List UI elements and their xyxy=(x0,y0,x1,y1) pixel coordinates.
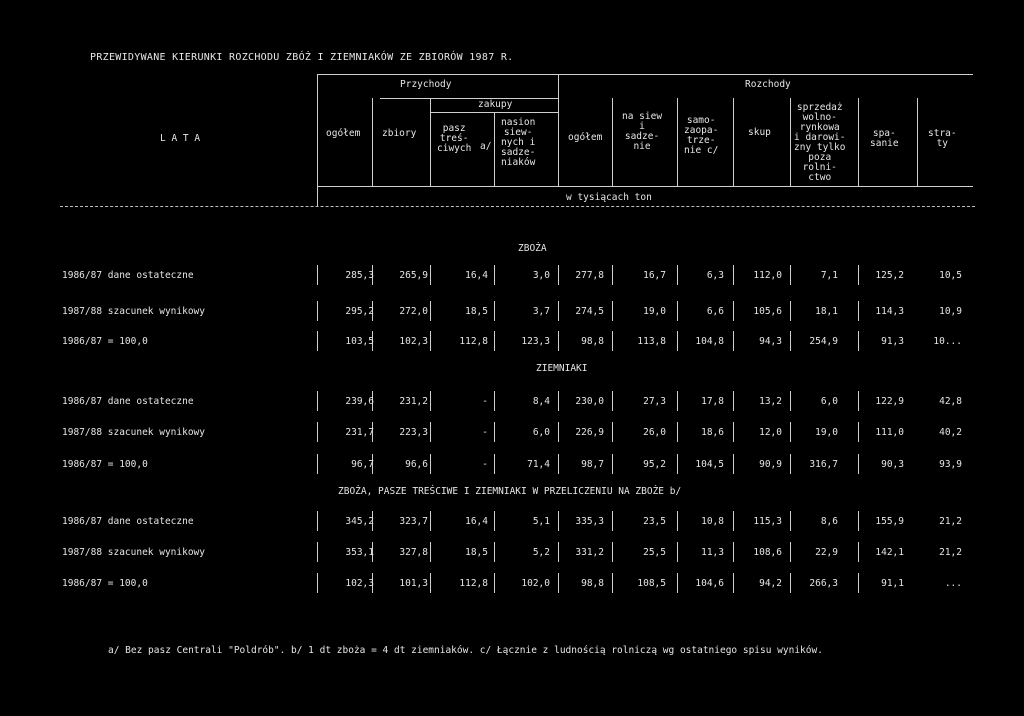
table-cell: 274,5 xyxy=(575,306,604,317)
cell-divider xyxy=(494,454,495,474)
table-cell: 6,0 xyxy=(532,427,550,438)
table-cell: 123,3 xyxy=(521,336,550,347)
cell-divider xyxy=(858,511,859,531)
table-cell: 93,9 xyxy=(939,459,962,470)
cell-divider xyxy=(558,511,559,531)
table-cell: 96,6 xyxy=(405,459,428,470)
cell-divider xyxy=(558,454,559,474)
cell-divider xyxy=(733,511,734,531)
footnote: a/ Bez pasz Centrali "Poldrób". b/ 1 dt zboża = 4 dt ziemniaków. c/ Łącznie z ludnością rolniczą wg ostatniego spisu wyników. xyxy=(108,645,823,656)
row-label: 1986/87 = 100,0 xyxy=(62,578,148,589)
table-cell: 254,9 xyxy=(809,336,838,347)
pasz-footnote-mark: a/ xyxy=(480,141,492,152)
table-cell: 6,3 xyxy=(706,270,724,281)
cell-divider xyxy=(677,391,678,411)
table-cell: 22,9 xyxy=(815,547,838,558)
samozaopatrzenie-header: samo- zaopa- trze- nie c/ xyxy=(684,115,719,156)
table-cell: 96,7 xyxy=(351,459,374,470)
lata-header: L A T A xyxy=(160,133,201,144)
row-label: 1986/87 = 100,0 xyxy=(62,336,148,347)
table-cell: 231,2 xyxy=(399,396,428,407)
cell-divider xyxy=(558,422,559,442)
table-cell: 25,5 xyxy=(643,547,666,558)
table-cell: 223,3 xyxy=(399,427,428,438)
cell-divider xyxy=(317,265,318,285)
spasanie-header: spa- sanie xyxy=(870,128,899,149)
cell-divider xyxy=(612,331,613,351)
table-cell: 8,6 xyxy=(820,516,838,527)
table-cell: 104,8 xyxy=(695,336,724,347)
cell-divider xyxy=(558,331,559,351)
cell-divider xyxy=(430,265,431,285)
cell-divider xyxy=(677,542,678,562)
cell-divider xyxy=(790,422,791,442)
table-cell: 19,0 xyxy=(815,427,838,438)
table-cell: 98,7 xyxy=(581,459,604,470)
cell-divider xyxy=(858,542,859,562)
table-cell: 142,1 xyxy=(875,547,904,558)
cell-divider xyxy=(677,573,678,593)
table-cell: 21,2 xyxy=(939,547,962,558)
table-cell: 13,2 xyxy=(759,396,782,407)
cell-divider xyxy=(612,301,613,321)
col-rule xyxy=(858,98,859,186)
table-cell: 98,8 xyxy=(581,578,604,589)
section-heading-przeliczenie: ZBOŻA, PASZE TREŚCIWE I ZIEMNIAKI W PRZELICZENIU NA ZBOŻE b/ xyxy=(338,486,682,497)
nasion-header: nasion siew- nych i sadze- niaków xyxy=(501,117,536,168)
table-cell: 101,3 xyxy=(399,578,428,589)
cell-divider xyxy=(858,331,859,351)
col-rule xyxy=(317,74,318,206)
table-cell: 98,8 xyxy=(581,336,604,347)
table-cell: 112,8 xyxy=(459,578,488,589)
cell-divider xyxy=(317,422,318,442)
przychody-ogolem-header: ogółem xyxy=(326,128,361,139)
cell-divider xyxy=(790,542,791,562)
table-cell: 3,0 xyxy=(532,270,550,281)
table-cell: 125,2 xyxy=(875,270,904,281)
przychody-header: Przychody xyxy=(400,79,452,90)
table-cell: 285,3 xyxy=(345,270,374,281)
row-label: 1986/87 dane ostateczne xyxy=(62,270,194,281)
table-cell: 331,2 xyxy=(575,547,604,558)
table-cell: 327,8 xyxy=(399,547,428,558)
table-cell: 277,8 xyxy=(575,270,604,281)
cell-divider xyxy=(790,301,791,321)
table-cell: 103,5 xyxy=(345,336,374,347)
cell-divider xyxy=(430,301,431,321)
cell-divider xyxy=(317,301,318,321)
table-cell: 102,3 xyxy=(345,578,374,589)
cell-divider xyxy=(858,573,859,593)
table-cell: 108,5 xyxy=(637,578,666,589)
cell-divider xyxy=(733,573,734,593)
cell-divider xyxy=(430,331,431,351)
cell-divider xyxy=(494,422,495,442)
row-label: 1986/87 dane ostateczne xyxy=(62,516,194,527)
cell-divider xyxy=(430,573,431,593)
table-cell: 27,3 xyxy=(643,396,666,407)
table-cell: 105,6 xyxy=(753,306,782,317)
cell-divider xyxy=(558,573,559,593)
table-cell: 91,3 xyxy=(881,336,904,347)
col-rule xyxy=(917,98,918,186)
table-cell: 353,1 xyxy=(345,547,374,558)
table-cell: ... xyxy=(944,578,962,589)
cell-divider xyxy=(317,331,318,351)
table-cell: 122,9 xyxy=(875,396,904,407)
rozchody-header: Rozchody xyxy=(745,79,791,90)
skup-header: skup xyxy=(748,127,771,138)
cell-divider xyxy=(733,331,734,351)
table-cell: 10... xyxy=(933,336,962,347)
table-cell: 111,0 xyxy=(875,427,904,438)
cell-divider xyxy=(733,542,734,562)
table-cell: 335,3 xyxy=(575,516,604,527)
table-cell: 11,3 xyxy=(701,547,724,558)
cell-divider xyxy=(858,454,859,474)
table-cell: 16,4 xyxy=(465,270,488,281)
col-rule xyxy=(612,98,613,186)
table-cell: 12,0 xyxy=(759,427,782,438)
zakupy-header: zakupy xyxy=(478,99,513,110)
cell-divider xyxy=(612,573,613,593)
cell-divider xyxy=(612,422,613,442)
table-cell: 7,1 xyxy=(820,270,838,281)
cell-divider xyxy=(858,422,859,442)
cell-divider xyxy=(677,265,678,285)
table-cell: 226,9 xyxy=(575,427,604,438)
table-cell: 18,5 xyxy=(465,547,488,558)
cell-divider xyxy=(430,391,431,411)
cell-divider xyxy=(494,511,495,531)
cell-divider xyxy=(790,573,791,593)
cell-divider xyxy=(612,454,613,474)
cell-divider xyxy=(558,391,559,411)
sprzedaz-header: sprzedaż wolno- rynkowa i darowi- zny tylko poza rolni- ctwo xyxy=(794,102,846,183)
table-cell: 42,8 xyxy=(939,396,962,407)
table-cell: - xyxy=(482,459,488,470)
table-cell: 23,5 xyxy=(643,516,666,527)
cell-divider xyxy=(858,391,859,411)
document-title: PRZEWIDYWANE KIERUNKI ROZCHODU ZBÓŻ I ZIEMNIAKÓW ZE ZBIORÓW 1987 R. xyxy=(90,52,514,63)
table-cell: 115,3 xyxy=(753,516,782,527)
cell-divider xyxy=(317,391,318,411)
cell-divider xyxy=(677,331,678,351)
cell-divider xyxy=(317,573,318,593)
table-cell: 90,9 xyxy=(759,459,782,470)
table-cell: 10,8 xyxy=(701,516,724,527)
table-cell: 266,3 xyxy=(809,578,838,589)
row-label: 1986/87 dane ostateczne xyxy=(62,396,194,407)
table-cell: 94,2 xyxy=(759,578,782,589)
straty-header: stra- ty xyxy=(928,128,957,149)
table-cell: 5,2 xyxy=(532,547,550,558)
cell-divider xyxy=(677,511,678,531)
table-cell: 114,3 xyxy=(875,306,904,317)
cell-divider xyxy=(494,265,495,285)
col-rule xyxy=(494,112,495,186)
pasz-header: pasz treś- cіwych xyxy=(437,123,472,154)
table-cell: - xyxy=(482,427,488,438)
row-label: 1987/88 szacunek wynikowy xyxy=(62,547,205,558)
section-heading-zboza: ZBOŻA xyxy=(518,243,547,254)
cell-divider xyxy=(430,511,431,531)
table-cell: 265,9 xyxy=(399,270,428,281)
table-cell: 5,1 xyxy=(532,516,550,527)
cell-divider xyxy=(677,454,678,474)
cell-divider xyxy=(733,301,734,321)
table-cell: 95,2 xyxy=(643,459,666,470)
cell-divider xyxy=(733,265,734,285)
table-cell: 40,2 xyxy=(939,427,962,438)
table-cell: 102,3 xyxy=(399,336,428,347)
table-cell: 345,2 xyxy=(345,516,374,527)
table-cell: 3,7 xyxy=(532,306,550,317)
table-cell: 316,7 xyxy=(809,459,838,470)
table-cell: 112,8 xyxy=(459,336,488,347)
table-cell: 71,4 xyxy=(527,459,550,470)
cell-divider xyxy=(494,573,495,593)
table-cell: 231,7 xyxy=(345,427,374,438)
row-label: 1986/87 = 100,0 xyxy=(62,459,148,470)
table-cell: 91,1 xyxy=(881,578,904,589)
cell-divider xyxy=(790,454,791,474)
zbiory-header: zbiory xyxy=(382,128,417,139)
rozchody-ogolem-header: ogółem xyxy=(568,132,603,143)
table-cell: 6,6 xyxy=(706,306,724,317)
row-label: 1987/88 szacunek wynikowy xyxy=(62,427,205,438)
cell-divider xyxy=(677,422,678,442)
table-cell: 104,5 xyxy=(695,459,724,470)
col-rule xyxy=(430,98,431,186)
cell-divider xyxy=(494,542,495,562)
cell-divider xyxy=(612,391,613,411)
col-rule xyxy=(790,98,791,186)
section-heading-ziemniaki: ZIEMNIAKI xyxy=(536,363,588,374)
table-cell: 18,1 xyxy=(815,306,838,317)
table-cell: 104,6 xyxy=(695,578,724,589)
cell-divider xyxy=(612,265,613,285)
table-cell: 239,6 xyxy=(345,396,374,407)
cell-divider xyxy=(790,511,791,531)
table-cell: - xyxy=(482,396,488,407)
table-cell: 8,4 xyxy=(532,396,550,407)
cell-divider xyxy=(558,301,559,321)
col-rule xyxy=(372,98,373,186)
cell-divider xyxy=(430,454,431,474)
cell-divider xyxy=(790,265,791,285)
siew-header: na siew i sadze- nie xyxy=(622,111,663,152)
cell-divider xyxy=(558,265,559,285)
cell-divider xyxy=(558,542,559,562)
zakupy-top-rule xyxy=(380,98,558,99)
cell-divider xyxy=(790,391,791,411)
table-cell: 18,6 xyxy=(701,427,724,438)
table-cell: 18,5 xyxy=(465,306,488,317)
table-cell: 90,3 xyxy=(881,459,904,470)
table-cell: 295,2 xyxy=(345,306,374,317)
cell-divider xyxy=(430,542,431,562)
cell-divider xyxy=(494,301,495,321)
table-cell: 26,0 xyxy=(643,427,666,438)
header-bottom-rule xyxy=(60,206,975,208)
cell-divider xyxy=(317,542,318,562)
table-cell: 113,8 xyxy=(637,336,666,347)
cell-divider xyxy=(733,422,734,442)
table-cell: 272,0 xyxy=(399,306,428,317)
cell-divider xyxy=(494,391,495,411)
table-cell: 94,3 xyxy=(759,336,782,347)
table-cell: 10,9 xyxy=(939,306,962,317)
cell-divider xyxy=(494,331,495,351)
table-cell: 21,2 xyxy=(939,516,962,527)
table-cell: 19,0 xyxy=(643,306,666,317)
unit-row-top-rule xyxy=(317,186,973,187)
table-cell: 323,7 xyxy=(399,516,428,527)
cell-divider xyxy=(677,301,678,321)
table-cell: 10,5 xyxy=(939,270,962,281)
col-rule xyxy=(677,98,678,186)
unit-label: w tysiącach ton xyxy=(566,192,652,203)
cell-divider xyxy=(317,454,318,474)
cell-divider xyxy=(858,301,859,321)
cell-divider xyxy=(430,422,431,442)
table-cell: 102,0 xyxy=(521,578,550,589)
table-cell: 16,4 xyxy=(465,516,488,527)
table-cell: 6,0 xyxy=(820,396,838,407)
row-label: 1987/88 szacunek wynikowy xyxy=(62,306,205,317)
table-cell: 16,7 xyxy=(643,270,666,281)
cell-divider xyxy=(612,542,613,562)
table-cell: 17,8 xyxy=(701,396,724,407)
cell-divider xyxy=(612,511,613,531)
cell-divider xyxy=(733,454,734,474)
cell-divider xyxy=(790,331,791,351)
table-cell: 112,0 xyxy=(753,270,782,281)
header-top-rule xyxy=(317,74,973,75)
col-rule xyxy=(733,98,734,186)
col-rule xyxy=(558,74,559,186)
cell-divider xyxy=(733,391,734,411)
table-cell: 230,0 xyxy=(575,396,604,407)
table-cell: 155,9 xyxy=(875,516,904,527)
cell-divider xyxy=(317,511,318,531)
table-cell: 108,6 xyxy=(753,547,782,558)
cell-divider xyxy=(858,265,859,285)
